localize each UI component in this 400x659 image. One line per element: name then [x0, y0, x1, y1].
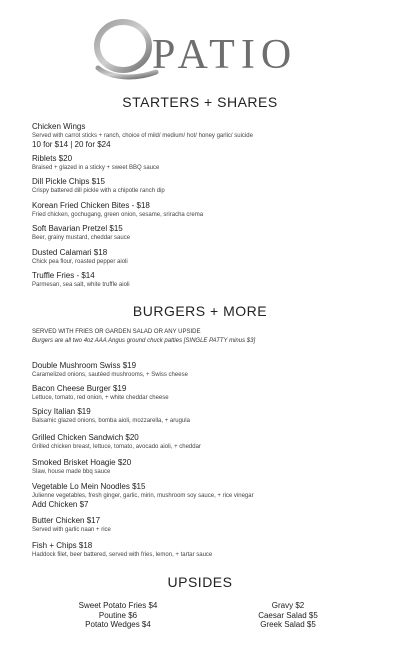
- menu-item: [32, 177, 382, 195]
- item-name: Riblets $20: [32, 154, 73, 163]
- item-desc: Fried chicken, gochugang, green onion, sesame, sriracha crema: [32, 212, 204, 218]
- upside-item: Poutine $6: [98, 610, 138, 620]
- item-desc: Julienne vegetables, fresh ginger, garlic, mirin, mushroom soy sauce, + rice vinegar: [32, 493, 254, 499]
- item-name: Dill Pickle Chips $15: [32, 177, 105, 186]
- item-name: Chicken Wings: [32, 122, 86, 131]
- item-name: Bacon Cheese Burger $19: [32, 384, 127, 393]
- item-desc: Balsamic glazed onions, bomba aioli, mozzarella, + arugula: [32, 418, 190, 424]
- upsides-right-column: [228, 601, 348, 630]
- item-name: Butter Chicken $17: [32, 516, 101, 525]
- menu-item: [32, 201, 382, 219]
- item-name: Dusted Calamari $18: [32, 248, 108, 257]
- upside-item: Gravy $2: [271, 601, 305, 610]
- upsides-left-column: [48, 601, 188, 630]
- item-name: Truffle Fries - $14: [32, 271, 95, 280]
- menu-item: [32, 433, 382, 451]
- menu-item: [32, 516, 382, 534]
- item-addon: Add Chicken $7: [32, 500, 89, 509]
- item-desc: Beer, grainy mustard, cheddar sauce: [32, 235, 131, 241]
- upsides-title: UPSIDES: [167, 574, 233, 590]
- item-desc: Crispy battered dill pickle with a chipotle ranch dip: [32, 188, 165, 194]
- menu-item: [32, 271, 382, 289]
- item-desc: Grilled chicken breast, lettuce, tomato, avocado aioli, + cheddar: [32, 444, 201, 450]
- item-name: Soft Bavarian Pretzel $15: [32, 224, 123, 233]
- logo-text: PATIO: [152, 32, 298, 78]
- burgers-patty-note: Burgers are all two 4oz AAA Angus ground chuck patties [SINGLE PATTY minus $3]: [32, 338, 256, 344]
- item-price-options: 10 for $14 | 20 for $24: [32, 140, 111, 149]
- menu-item: [32, 224, 382, 242]
- menu-item: [32, 458, 382, 476]
- menu-item: [32, 361, 382, 379]
- upside-item: Greek Salad $5: [260, 620, 316, 629]
- item-desc: Served with garlic naan + rice: [32, 527, 111, 533]
- q-logo-mark: [90, 16, 160, 82]
- item-name: Fish + Chips $18: [32, 541, 93, 550]
- upside-item: Sweet Potato Fries $4: [78, 601, 158, 610]
- burgers-title: BURGERS + MORE: [132, 303, 268, 319]
- item-name: Spicy Italian $19: [32, 407, 91, 416]
- menu-item: [32, 248, 382, 266]
- item-desc: Parmesan, sea salt, white truffle aioli: [32, 282, 130, 288]
- menu-item: [32, 154, 382, 172]
- item-desc: Lettuce, tomato, red onion, + white cheddar cheese: [32, 395, 169, 401]
- patio-logo: [90, 16, 310, 82]
- item-desc: Slaw, house made bbq sauce: [32, 469, 111, 475]
- menu-item: [32, 541, 382, 559]
- item-name: Double Mushroom Swiss $19: [32, 361, 137, 370]
- upside-item: Potato Wedges $4: [85, 620, 151, 629]
- item-desc: Served with carrot sticks + ranch, choice of mild/ medium/ hot/ honey garlic/ suicide: [32, 133, 253, 139]
- menu-item: [32, 482, 382, 510]
- item-name: Grilled Chicken Sandwich $20: [32, 433, 139, 442]
- item-name: Smoked Brisket Hoagie $20: [32, 458, 132, 467]
- menu-item: [32, 384, 382, 402]
- menu-item: [32, 407, 382, 425]
- item-desc: Chick pea flour, roasted pepper aioli: [32, 259, 128, 265]
- item-desc: Braised + glazed in a sticky + sweet BBQ sauce: [32, 165, 160, 171]
- item-name: Korean Fried Chicken Bites - $18: [32, 201, 150, 210]
- upside-item: Caesar Salad $5: [258, 610, 318, 620]
- item-name: Vegetable Lo Mein Noodles $15: [32, 482, 146, 491]
- starters-title: STARTERS + SHARES: [122, 94, 278, 110]
- menu-item: [32, 122, 382, 150]
- item-desc: Haddock filet, beer battered, served with fries, lemon, + tartar sauce: [32, 552, 213, 558]
- item-desc: Caramelized onions, sautéed mushrooms, + Swiss cheese: [32, 372, 188, 378]
- burgers-served-note: SERVED WITH FRIES OR GARDEN SALAD OR ANY UPSIDE: [32, 329, 201, 335]
